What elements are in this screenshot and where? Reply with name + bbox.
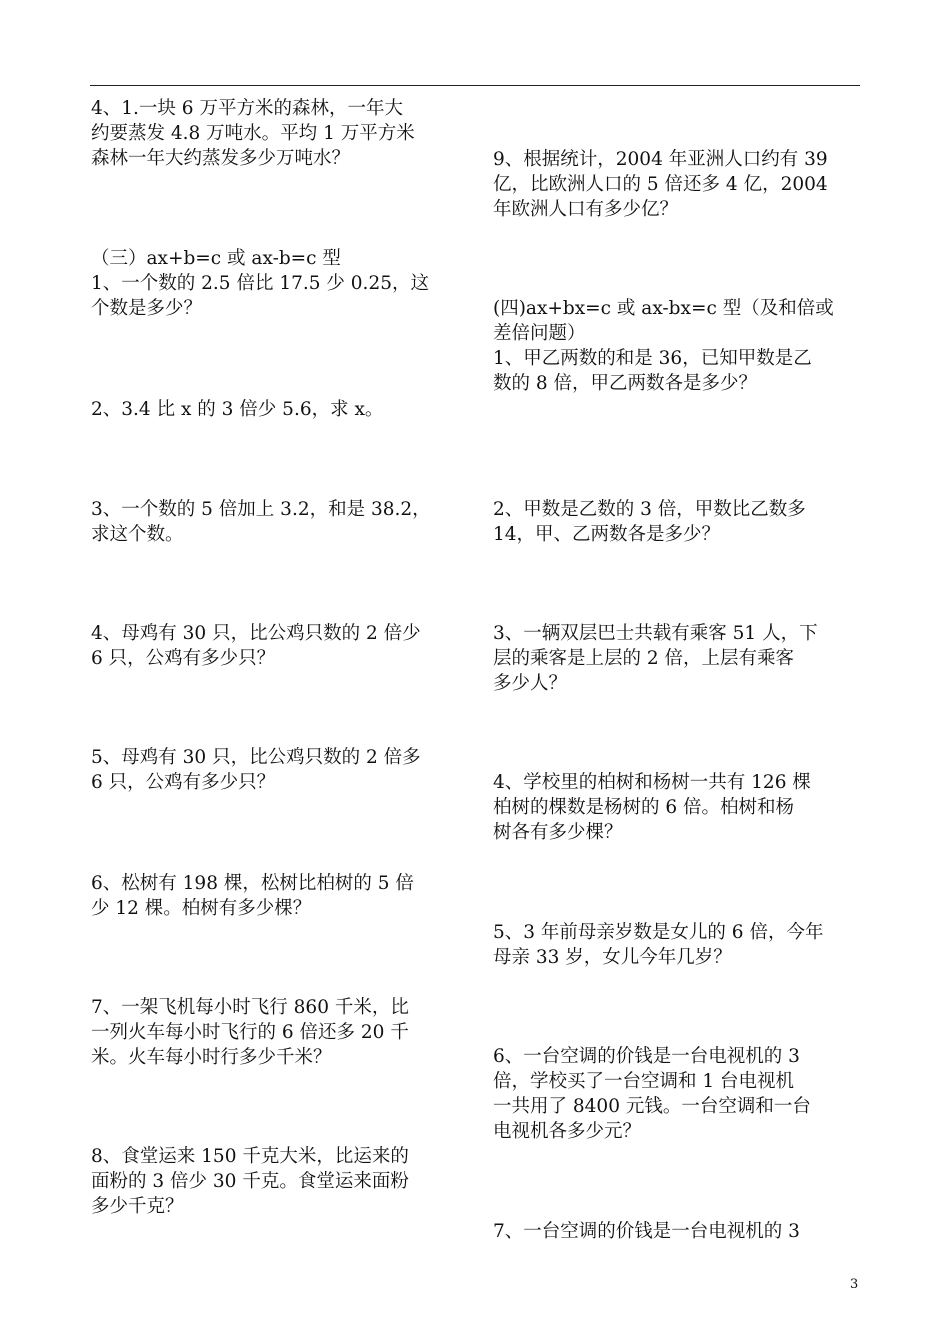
text-line: 多少人？ [493, 673, 568, 694]
text-line: 1、甲乙两数的和是 36，已知甲数是乙 [493, 348, 812, 369]
left-q6 [91, 871, 414, 921]
text-line: 多少千克？ [91, 1196, 184, 1217]
text-line: 2、甲数是乙数的 3 倍，甲数比乙数多 [493, 499, 806, 520]
text-line: 个数是多少？ [91, 298, 203, 319]
section4-heading [493, 296, 834, 346]
right-q9 [493, 147, 828, 222]
text-line: 6、松树有 198 棵，松树比柏树的 5 倍 [91, 873, 414, 894]
text-line: 年欧洲人口有多少亿？ [493, 199, 679, 220]
text-line: 层的乘客是上层的 2 倍，上层有乘客 [493, 648, 795, 669]
right-q1 [493, 346, 812, 396]
text-line: 7、一台空调的价钱是一台电视机的 3 [493, 1221, 800, 1242]
header-rule [90, 85, 860, 86]
text-line: 8、食堂运来 150 千克大米，比运来的 [91, 1146, 409, 1167]
right-q3 [493, 621, 818, 696]
text-line: 面粉的 3 倍少 30 千克。食堂运来面粉 [91, 1171, 409, 1192]
text-line: 柏树的棵数是杨树的 6 倍。柏树和杨 [493, 797, 795, 818]
section-heading: 差倍问题） [493, 323, 586, 344]
left-q4 [91, 621, 421, 671]
text-line: 4、母鸡有 30 只，比公鸡只数的 2 倍少 [91, 623, 421, 644]
text-line: 倍，学校买了一台空调和 1 台电视机 [493, 1071, 795, 1092]
text-line: 森林一年大约蒸发多少万吨水？ [91, 148, 351, 169]
right-q6 [493, 1044, 811, 1144]
text-line: 7、一架飞机每小时飞行 860 千米，比 [91, 997, 409, 1018]
text-line: 母亲 33 岁，女儿今年几岁？ [493, 947, 732, 968]
text-line: 5、3 年前母亲岁数是女儿的 6 倍，今年 [493, 922, 824, 943]
right-q5 [493, 920, 823, 970]
text-line: 2、3.4 比 x 的 3 倍少 5.6，求 x。 [91, 399, 384, 420]
text-line: 3、一辆双层巴士共载有乘客 51 人，下 [493, 623, 818, 644]
text-line: 6、一台空调的价钱是一台电视机的 3 [493, 1046, 800, 1067]
section-heading: （三）ax+b=c 或 ax-b=c 型 [91, 248, 341, 269]
left-q8 [91, 1144, 409, 1219]
left-q3 [91, 497, 431, 547]
left-q5 [91, 745, 421, 795]
text-line: 少 12 棵。柏树有多少棵？ [91, 898, 312, 919]
text-line: 约要蒸发 4.8 万吨水。平均 1 万平方米 [91, 123, 415, 144]
right-q2 [493, 497, 806, 547]
text-line: 4、学校里的柏树和杨树一共有 126 棵 [493, 772, 811, 793]
text-line: 3、一个数的 5 倍加上 3.2，和是 38.2， [91, 499, 431, 520]
text-line: 9、根据统计，2004 年亚洲人口约有 39 [493, 149, 828, 170]
page-number: 3 [850, 1277, 859, 1292]
text-line: 亿，比欧洲人口的 5 倍还多 4 亿，2004 [493, 174, 828, 195]
text-line: 1、一个数的 2.5 倍比 17.5 少 0.25，这 [91, 273, 429, 294]
left-q7 [91, 995, 409, 1070]
text-line: 米。火车每小时行多少千米？ [91, 1047, 332, 1068]
text-line: 一共用了 8400 元钱。一台空调和一台 [493, 1096, 811, 1117]
text-line: 数的 8 倍，甲乙两数各是多少？ [493, 373, 758, 394]
section-heading: (四)ax+bx=c 或 ax-bx=c 型（及和倍或 [493, 298, 834, 319]
right-q4 [493, 770, 811, 845]
text-line: 14，甲、乙两数各是多少？ [493, 524, 721, 545]
right-q7 [493, 1219, 800, 1244]
text-line: 5、母鸡有 30 只，比公鸡只数的 2 倍多 [91, 747, 421, 768]
text-line: 6 只，公鸡有多少只？ [91, 648, 276, 669]
text-line: 6 只，公鸡有多少只？ [91, 772, 276, 793]
left-q1 [91, 271, 429, 321]
text-line: 树各有多少棵？ [493, 822, 623, 843]
text-line: 电视机各多少元？ [493, 1121, 642, 1142]
left-q4-1 [91, 96, 415, 171]
text-line: 求这个数。 [91, 524, 184, 545]
left-q2 [91, 397, 383, 422]
section3-heading [91, 246, 341, 271]
text-line: 4、1.一块 6 万平方米的森林，一年大 [91, 98, 403, 119]
text-line: 一列火车每小时飞行的 6 倍还多 20 千 [91, 1022, 409, 1043]
